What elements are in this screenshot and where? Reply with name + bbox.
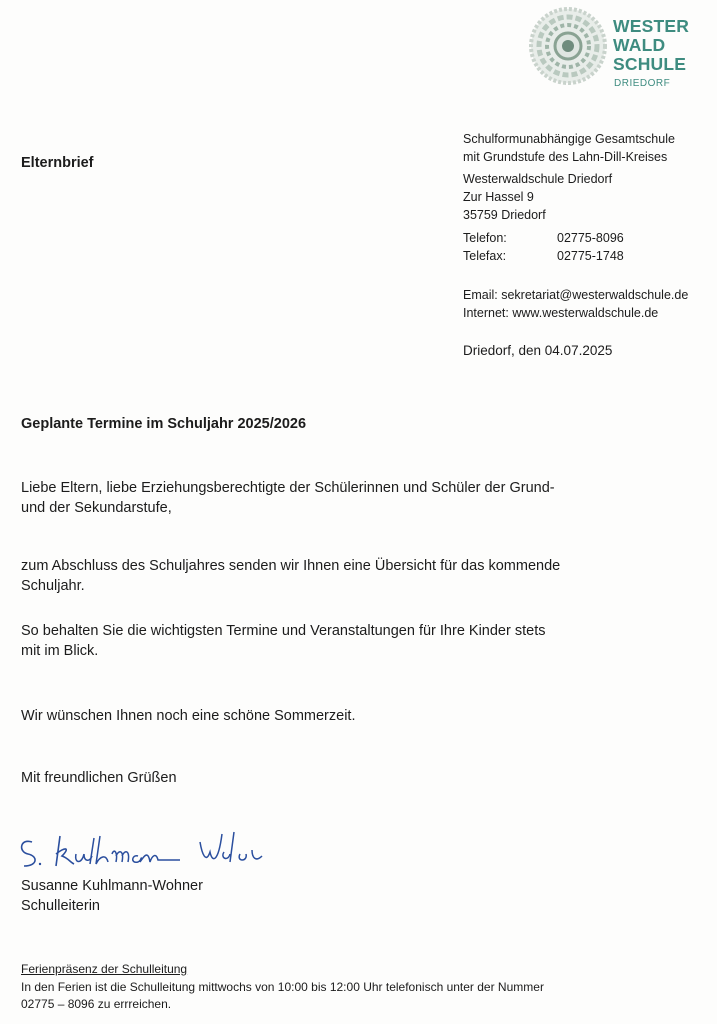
paragraph-summer-wishes: Wir wünschen Ihnen noch eine schöne Sommerzeit.: [21, 708, 356, 724]
school-name: Westerwaldschule Driedorf: [463, 172, 613, 186]
salutation: Liebe Eltern, liebe Erziehungsberechtigte der Schülerinnen und Schüler der Grund- und der Sekundarstufe,: [21, 480, 555, 516]
school-logo-emblem-icon: [528, 6, 608, 86]
signer-block: [21, 876, 203, 916]
phone-label: Telefon:: [463, 231, 507, 245]
phone-number: 02775-8096: [557, 231, 624, 245]
school-address-block: [463, 130, 713, 166]
closing-greeting: Mit freundlichen Grüßen: [21, 770, 177, 786]
fax-label: Telefax:: [463, 249, 507, 263]
letter-date: Driedorf, den 04.07.2025: [463, 343, 613, 358]
school-street: Zur Hassel 9: [463, 190, 534, 204]
school-city: 35759 Driedorf: [463, 208, 546, 222]
school-type-line1: Schulformunabhängige Gesamtschule: [463, 132, 675, 146]
school-internet: Internet: www.westerwaldschule.de: [463, 306, 659, 320]
school-email: Email: sekretariat@westerwaldschule.de: [463, 288, 689, 302]
footer-title: Ferienpräsenz der Schulleitung: [21, 962, 188, 976]
signer-role: Schulleiterin: [21, 898, 100, 914]
letter-subject: Geplante Termine im Schuljahr 2025/2026: [21, 416, 307, 432]
paragraph-overview: zum Abschluss des Schuljahres senden wir Ihnen eine Übersicht für das kommende Schuljahr.: [21, 558, 561, 594]
school-contact-online: [463, 286, 717, 322]
school-type-line2: mit Grundstufe des Lahn-Dill-Kreises: [463, 150, 668, 164]
signer-name: Susanne Kuhlmann-Wohner: [21, 878, 203, 894]
school-logo: [528, 6, 698, 92]
school-contact-phone: [463, 229, 713, 265]
footer-text: In den Ferien ist die Schulleitung mittwochs von 10:00 bis 12:00 Uhr telefonisch unter der Nummer 02775 – 8096 zu errreichen.: [21, 980, 544, 1011]
handwritten-signature: [16, 828, 266, 876]
paragraph-keep-in-view: So behalten Sie die wichtigsten Termine und Veranstaltungen für Ihre Kinder stets mit im Blick.: [21, 623, 546, 659]
letter-type-heading: Elternbrief: [21, 155, 94, 171]
school-postal-address: [463, 170, 713, 224]
fax-number: 02775-1748: [557, 249, 624, 263]
school-logo-location: DRIEDORF: [614, 78, 671, 89]
school-logo-wordmark: WESTER WALD SCHULE: [613, 16, 690, 74]
